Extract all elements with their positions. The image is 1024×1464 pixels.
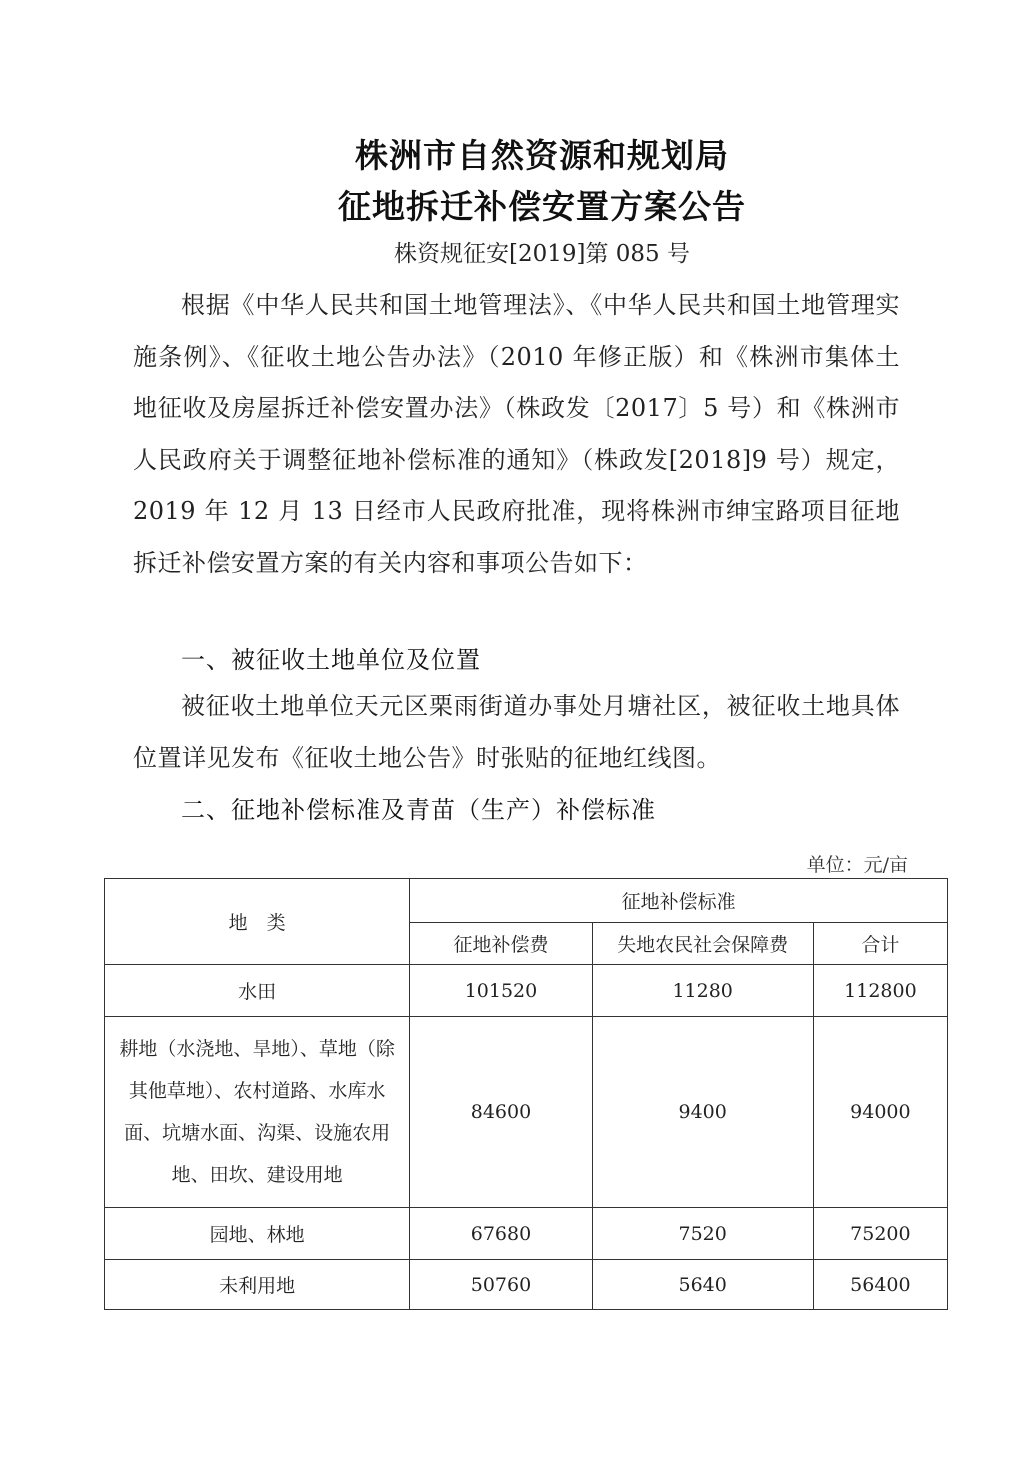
header-compensation-standard: 征地补偿标准 — [410, 879, 948, 923]
intro-paragraph: 根据《中华人民共和国土地管理法》、《中华人民共和国土地管理实施条例》、《征收土地公告办法》（2010 年修正版）和《株洲市集体土地征收及房屋拆迁补偿安置办法》（株政发〔2017〕5 号）和《株洲市人民政府关于调整征地补偿标准的通知》（株政发[2018]9 号）规定，2019 年 12 月 13 日经市人民政府批准，现将株洲市绅宝路项目征地拆迁补偿安置方案的有关内容和事项公告如下： — [133, 291, 900, 577]
cell-land-fee: 101520 — [410, 965, 592, 1017]
cell-total: 112800 — [813, 965, 947, 1017]
table-row — [105, 1208, 948, 1260]
cell-social-security: 7520 — [592, 1208, 813, 1260]
table-header-row — [105, 879, 948, 923]
cell-land-type: 园地、林地 — [105, 1208, 410, 1260]
cell-social-security: 5640 — [592, 1260, 813, 1310]
header-total: 合计 — [813, 923, 947, 965]
header-land-type: 地 类 — [105, 879, 410, 965]
compensation-table — [104, 878, 948, 1310]
cell-land-fee: 67680 — [410, 1208, 592, 1260]
section2-heading: 二、征地补偿标准及青苗（生产）补偿标准 — [181, 796, 656, 824]
header-social-security: 失地农民社会保障费 — [592, 923, 813, 965]
cell-land-fee: 50760 — [410, 1260, 592, 1310]
cell-land-type: 水田 — [105, 965, 410, 1017]
section1-paragraph: 被征收土地单位天元区栗雨街道办事处月塘社区，被征收土地具体位置详见发布《征收土地公告》时张贴的征地红线图。 — [133, 692, 900, 772]
table-unit-label: 单位：元/亩 — [806, 854, 908, 876]
cell-total: 56400 — [813, 1260, 947, 1310]
header-land-fee: 征地补偿费 — [410, 923, 592, 965]
cell-social-security: 9400 — [592, 1017, 813, 1208]
table-row — [105, 965, 948, 1017]
cell-total: 75200 — [813, 1208, 947, 1260]
page-title-line2: 征地拆迁补偿安置方案公告 — [338, 187, 746, 226]
cell-land-type: 未利用地 — [105, 1260, 410, 1310]
table-row — [105, 1017, 948, 1208]
cell-total: 94000 — [813, 1017, 947, 1208]
document-number: 株资规征安[2019]第 085 号 — [393, 241, 690, 267]
page-title-line1: 株洲市自然资源和规划局 — [355, 136, 729, 175]
section1-heading: 一、被征收土地单位及位置 — [181, 646, 481, 674]
cell-land-type: 耕地（水浇地、旱地）、草地（除其他草地）、农村道路、水库水面、坑塘水面、沟渠、设施农用地、田坎、建设用地 — [105, 1017, 410, 1208]
cell-social-security: 11280 — [592, 965, 813, 1017]
cell-land-fee: 84600 — [410, 1017, 592, 1208]
table-row — [105, 1260, 948, 1310]
